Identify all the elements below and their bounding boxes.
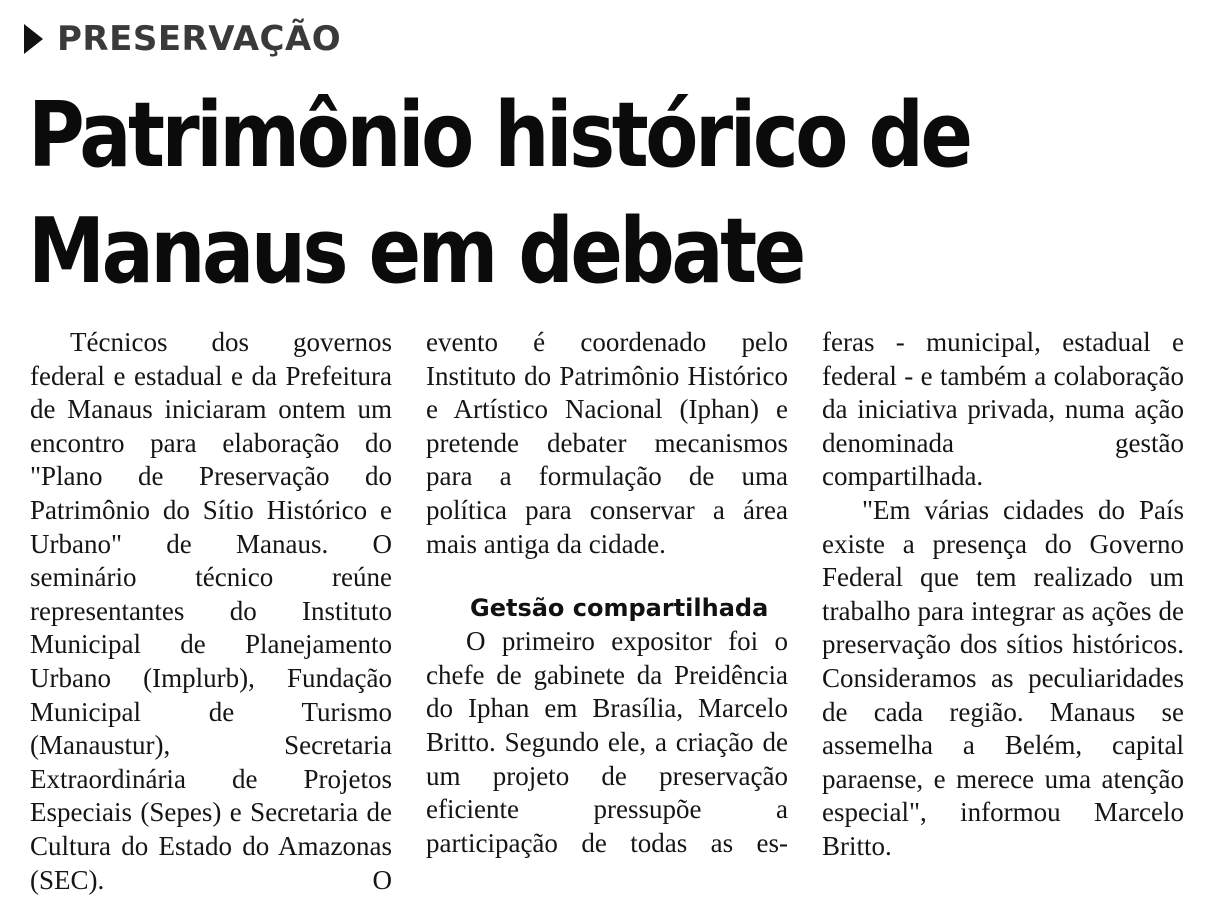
section-kicker: [24, 14, 341, 64]
article-column-1: [30, 326, 392, 897]
headline-line-1: Patrimônio histórico de: [28, 83, 970, 188]
subheading: Getsão compartilhada: [470, 594, 769, 623]
article-paragraph: "Em várias cidades do País existe a presença do Governo Federal que tem realizado um trabalho para integrar as ações de preservação dos sítios históricos. Consideramos as peculiaridades de cada região. Manaus se assemelha a Belém, capital paraense, e merece uma atenção especial", informou Marcelo Britto.: [822, 494, 1184, 861]
article-column-2: [426, 326, 788, 860]
headline: [28, 78, 1026, 310]
section-label: PRESERVAÇÃO: [57, 19, 342, 59]
article-paragraph: Técnicos dos governos federal e estadual e da Prefeitura de Manaus iniciaram ontem um encontro para elaboração do "Plano de Preservação do Patrimônio do Sítio Histórico e Urbano" de Manaus. O seminário técnico reúne representantes do Instituto Municipal de Planejamento Urbano (Implurb), Fundação Municipal de Turismo (Manaustur), Secretaria Extraordinária de Projetos Especiais (Sepes) e Secretaria de Cultura do Estado do Amazonas (SEC). O: [30, 327, 392, 895]
article-paragraph: feras - municipal, estadual e federal - e também a colaboração da iniciativa privada, numa ação denominada gestão compartilhada.: [822, 327, 1184, 492]
article-paragraph: evento é coordenado pelo Instituto do Patrimônio Histórico e Artístico Nacional (Iphan) e pretende debater mecanismos para a formulação de uma política para conservar a área mais antiga da cidade.: [426, 327, 788, 559]
triangle-arrow-right-icon: [24, 24, 43, 54]
article-paragraph: O primeiro expositor foi o chefe de gabinete da Preidência do Iphan em Brasília, Marcelo Britto. Segundo ele, a criação de um projeto de preservação eficiente pressupõe a participação de todas as es-: [426, 626, 788, 858]
article-column-3: [822, 326, 1184, 864]
headline-line-2: Manaus em debate: [28, 199, 803, 304]
